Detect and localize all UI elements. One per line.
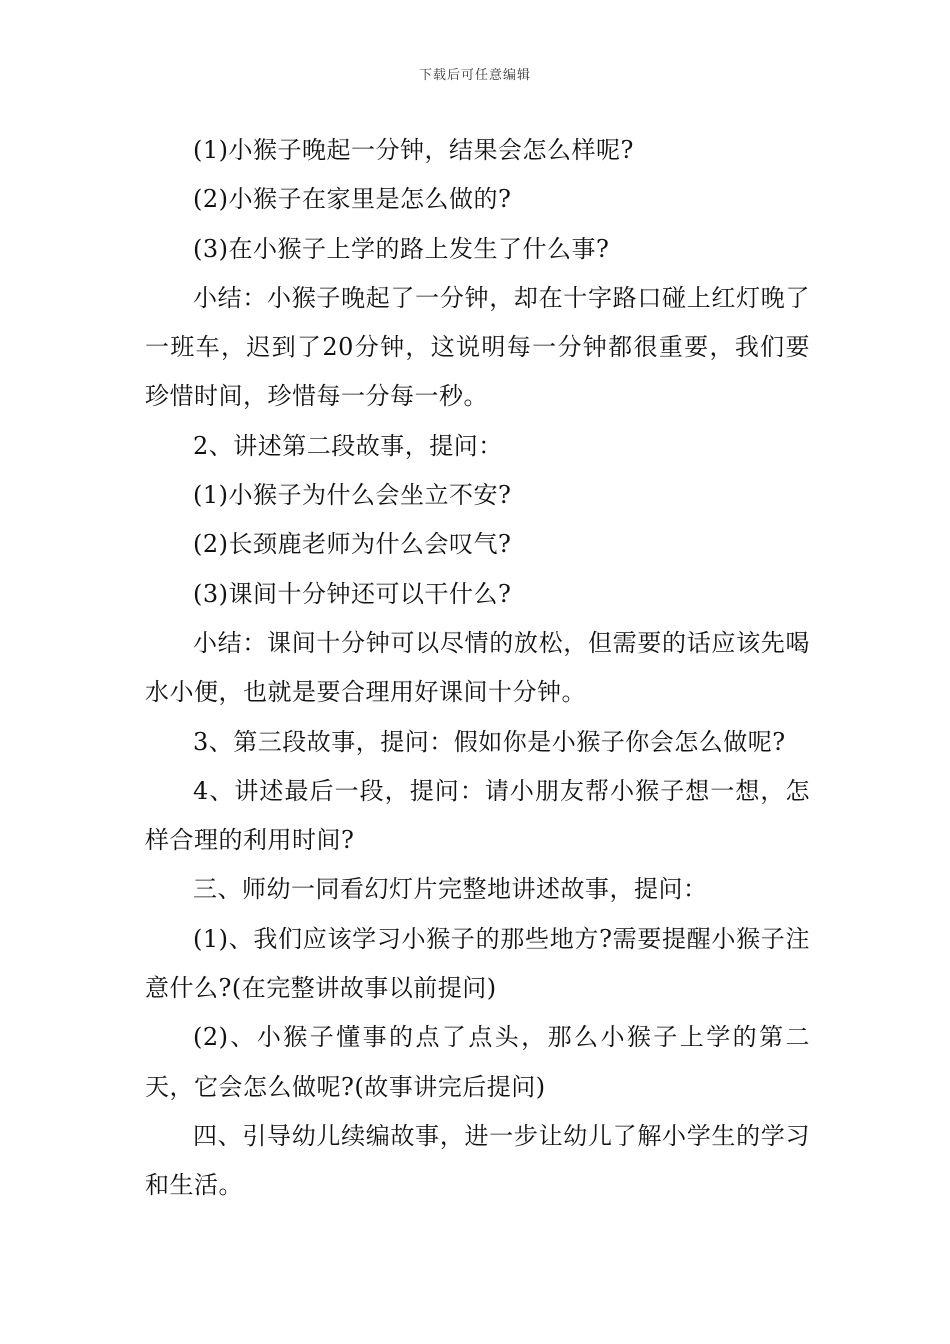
document-body	[145, 126, 810, 1211]
paragraph-q1-late-minute: (1)小猴子晚起一分钟，结果会怎么样呢?	[193, 136, 634, 164]
paragraph-s2-q2: (2)长颈鹿老师为什么会叹气?	[193, 530, 512, 559]
paragraph-p3-q2: (2)、小猴子懂事的点了点头，那么小猴子上学的第二天，它会怎么做呢?(故事讲完后提问)	[145, 1023, 810, 1101]
paragraph-s2-q3: (3)课间十分钟还可以干什么?	[193, 579, 512, 608]
paragraph-q3-on-road: (3)在小猴子上学的路上发生了什么事?	[193, 234, 610, 263]
page-header: 下载后可任意编辑	[418, 68, 531, 83]
paragraph-section-2: 2、讲述第二段故事，提问：	[193, 431, 503, 460]
paragraph-s2-q1: (1)小猴子为什么会坐立不安?	[193, 481, 512, 510]
paragraph-section-4: 4、讲述最后一段，提问：请小朋友帮小猴子想一想，怎样合理的利用时间?	[145, 776, 810, 855]
paragraph-p3-q1: (1)、我们应该学习小猴子的那些地方?需要提醒小猴子注意什么?(在完整讲故事以前提问)	[145, 924, 810, 1003]
paragraph-section-3: 3、第三段故事，提问：假如你是小猴子你会怎么做呢?	[193, 727, 786, 756]
paragraph-part-three: 三、师幼一同看幻灯片完整地讲述故事，提问：	[193, 875, 708, 904]
paragraph-summary-2: 小结：课间十分钟可以尽情的放松，但需要的话应该先喝水小便，也就是要合理用好课间十分钟。	[145, 628, 810, 707]
paragraph-summary-1: 小结：小猴子晚起了一分钟，却在十字路口碰上红灯晚了一班车，迟到了20分钟，这说明每一分钟都很重要，我们要珍惜时间，珍惜每一分每一秒。	[145, 283, 810, 411]
paragraph-part-four: 四、引导幼儿续编故事，进一步让幼儿了解小学生的学习和生活。	[145, 1121, 810, 1200]
paragraph-q2-at-home: (2)小猴子在家里是怎么做的?	[193, 185, 512, 214]
